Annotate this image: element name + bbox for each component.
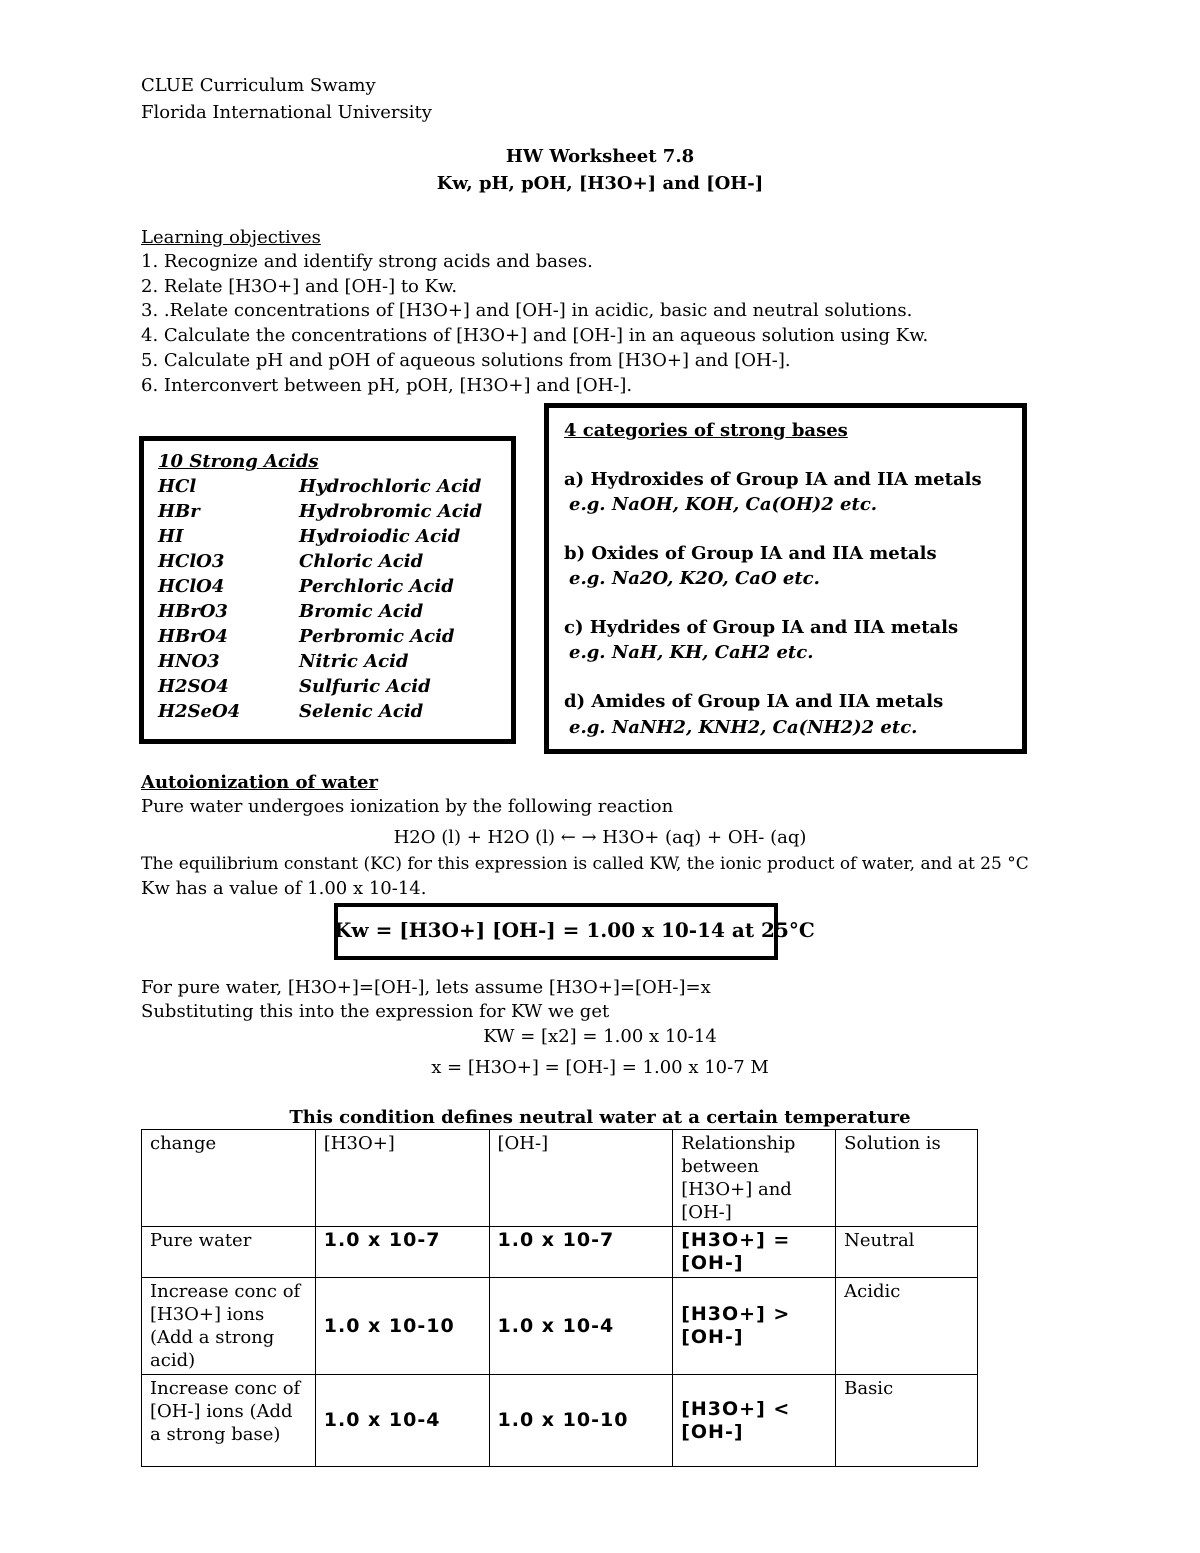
acid-formula: HBrO3 <box>158 601 228 622</box>
table-cell-oh: 1.0 x 10-7 <box>489 1227 673 1278</box>
acid-formula: H2SeO4 <box>158 701 241 722</box>
table-cell-solution: Acidic <box>836 1278 978 1375</box>
objective-item: 3. .Relate concentrations of [H3O+] and [OH-] in acidic, basic and neutral solutions. <box>141 300 913 321</box>
table-cell-h3o: 1.0 x 10-7 <box>315 1227 489 1278</box>
base-category-title: a) Hydroxides of Group IA and IIA metals <box>564 469 982 490</box>
strong-acids-heading: 10 Strong Acids <box>158 451 319 472</box>
table-cell-solution: Basic <box>836 1375 978 1467</box>
table-cell-relationship: [H3O+] = [OH-] <box>673 1227 836 1278</box>
acid-formula: HClO4 <box>158 576 225 597</box>
strong-bases-heading: 4 categories of strong bases <box>564 420 848 441</box>
base-category-title: c) Hydrides of Group IA and IIA metals <box>564 617 959 638</box>
table-header-cell: [OH-] <box>489 1130 673 1227</box>
objective-item: 4. Calculate the concentrations of [H3O+] and [OH-] in an aqueous solution using Kw. <box>141 325 929 346</box>
substituting-text: Substituting this into the expression for KW we get <box>141 1001 610 1022</box>
acid-name: Chloric Acid <box>299 551 424 572</box>
kw-expression: Kw = [H3O+] [OH-] = 1.00 x 10-14 at 25°C <box>334 918 815 942</box>
table-header-cell: [H3O+] <box>315 1130 489 1227</box>
solution-table <box>141 1129 978 1467</box>
x-value-equation: x = [H3O+] = [OH-] = 1.00 x 10-7 M <box>431 1057 769 1078</box>
base-category-title: d) Amides of Group IA and IIA metals <box>564 691 944 712</box>
table-cell-h3o: 1.0 x 10-10 <box>315 1278 489 1375</box>
acid-formula: HCl <box>158 476 197 497</box>
acid-name: Perbromic Acid <box>299 626 455 647</box>
autoionization-intro: Pure water undergoes ionization by the following reaction <box>141 796 674 817</box>
kw-x-equation: KW = [x2] = 1.00 x 10-14 <box>483 1026 717 1047</box>
acid-name: Hydroiodic Acid <box>299 526 461 547</box>
objectives-heading: Learning objectives <box>141 227 321 248</box>
acid-name: Hydrobromic Acid <box>299 501 483 522</box>
acid-name: Sulfuric Acid <box>299 676 431 697</box>
table-cell-relationship: [H3O+] < [OH-] <box>673 1375 836 1467</box>
table-caption: This condition defines neutral water at a certain temperature <box>289 1107 911 1128</box>
acid-formula: HBrO4 <box>158 626 228 647</box>
table-cell-h3o: 1.0 x 10-4 <box>315 1375 489 1467</box>
table-row <box>142 1375 978 1467</box>
acid-formula: H2SO4 <box>158 676 229 697</box>
table-cell-oh: 1.0 x 10-10 <box>489 1375 673 1467</box>
base-category-example: e.g. NaOH, KOH, Ca(OH)2 etc. <box>569 494 878 515</box>
acid-name: Nitric Acid <box>299 651 409 672</box>
base-category-example: e.g. Na2O, K2O, CaO etc. <box>569 568 820 589</box>
table-header-cell: change <box>142 1130 316 1227</box>
base-category-example: e.g. NaNH2, KNH2, Ca(NH2)2 etc. <box>569 717 918 738</box>
objective-item: 2. Relate [H3O+] and [OH-] to Kw. <box>141 276 458 297</box>
kc-description-line-1: The equilibrium constant (KC) for this expression is called KW, the ionic product of water, and at 25 °C <box>141 854 1029 874</box>
base-category-example: e.g. NaH, KH, CaH2 etc. <box>569 642 814 663</box>
worksheet-subtitle: Kw, pH, pOH, [H3O+] and [OH-] <box>436 173 764 194</box>
table-row <box>142 1278 978 1375</box>
table-row <box>142 1227 978 1278</box>
kc-description-line-2: Kw has a value of 1.00 x 10-14. <box>141 878 427 899</box>
acid-formula: HClO3 <box>158 551 225 572</box>
table-cell-solution: Neutral <box>836 1227 978 1278</box>
autoionization-heading: Autoionization of water <box>141 772 378 793</box>
table-cell-oh: 1.0 x 10-4 <box>489 1278 673 1375</box>
acid-name: Perchloric Acid <box>299 576 454 597</box>
table-cell-relationship: [H3O+] > [OH-] <box>673 1278 836 1375</box>
acid-formula: HBr <box>158 501 200 522</box>
table-header-cell: Relationship between [H3O+] and [OH-] <box>673 1130 836 1227</box>
acid-formula: HNO3 <box>158 651 220 672</box>
objective-item: 1. Recognize and identify strong acids and bases. <box>141 251 593 272</box>
acid-name: Bromic Acid <box>299 601 424 622</box>
table-cell-change: Pure water <box>142 1227 316 1278</box>
table-cell-change: Increase conc of [H3O+] ions (Add a strong acid) <box>142 1278 316 1375</box>
acid-name: Selenic Acid <box>299 701 424 722</box>
reaction-equation: H2O (l) + H2O (l) ← → H3O+ (aq) + OH- (aq) <box>393 827 807 848</box>
acid-formula: HI <box>158 526 184 547</box>
table-header-row <box>142 1130 978 1227</box>
pure-water-assumption: For pure water, [H3O+]=[OH-], lets assume [H3O+]=[OH-]=x <box>141 977 711 998</box>
header-line-2: Florida International University <box>141 102 432 123</box>
base-category-title: b) Oxides of Group IA and IIA metals <box>564 543 937 564</box>
header-line-1: CLUE Curriculum Swamy <box>141 75 376 96</box>
acid-name: Hydrochloric Acid <box>299 476 482 497</box>
table-cell-change: Increase conc of [OH-] ions (Add a strong base) <box>142 1375 316 1467</box>
objective-item: 6. Interconvert between pH, pOH, [H3O+] and [OH-]. <box>141 375 633 396</box>
worksheet-title: HW Worksheet 7.8 <box>505 146 695 167</box>
objective-item: 5. Calculate pH and pOH of aqueous solutions from [H3O+] and [OH-]. <box>141 350 791 371</box>
table-header-cell: Solution is <box>836 1130 978 1227</box>
